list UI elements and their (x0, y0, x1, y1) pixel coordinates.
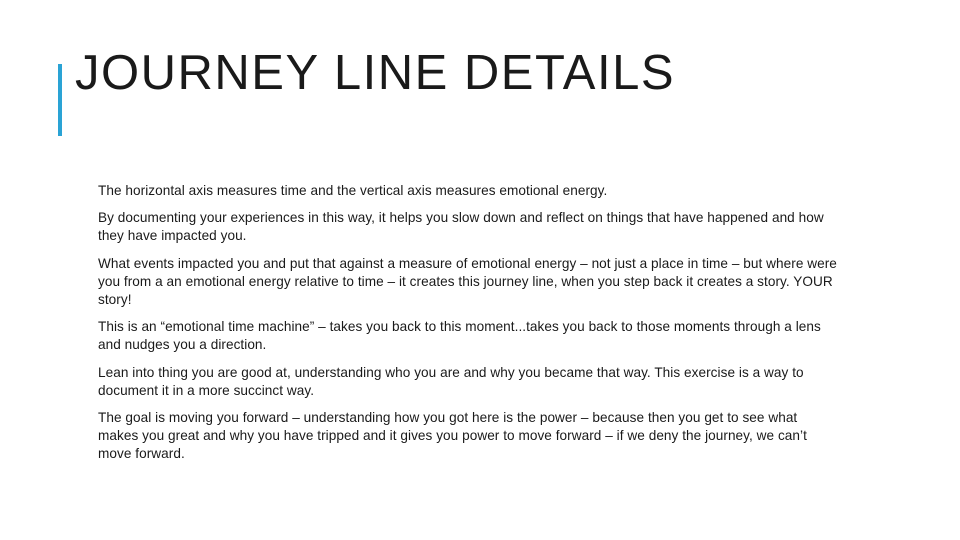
body-paragraph-documenting: By documenting your experiences in this way, it helps you slow down and reflect on things that have happened and how they have impacted you. (98, 210, 824, 244)
slide-title: JOURNEY LINE DETAILS (75, 46, 676, 100)
body-paragraph-axes: The horizontal axis measures time and the vertical axis measures emotional energy. (98, 183, 608, 198)
body-paragraph-goal: The goal is moving you forward – understanding how you got here is the power – because then you get to see what makes you great and why you have tripped and it gives you power to move forward – if we deny the journey, we can’t move forward. (98, 410, 807, 462)
body-paragraph-time-machine: This is an “emotional time machine” – takes you back to this moment...takes you back to those moments through a lens and nudges you a direction. (98, 319, 821, 353)
body-paragraph-events: What events impacted you and put that against a measure of emotional energy – not just a place in time – but where were you from a an emotional energy relative to time – it creates this journey line, when you step back it creates a story. YOUR story! (98, 255, 837, 308)
body-paragraph-lean-in: Lean into thing you are good at, understanding who you are and why you became that way. This exercise is a way to document it in a more succinct way. (98, 364, 804, 398)
slide-body (98, 182, 838, 473)
title-accent-bar (58, 64, 62, 136)
